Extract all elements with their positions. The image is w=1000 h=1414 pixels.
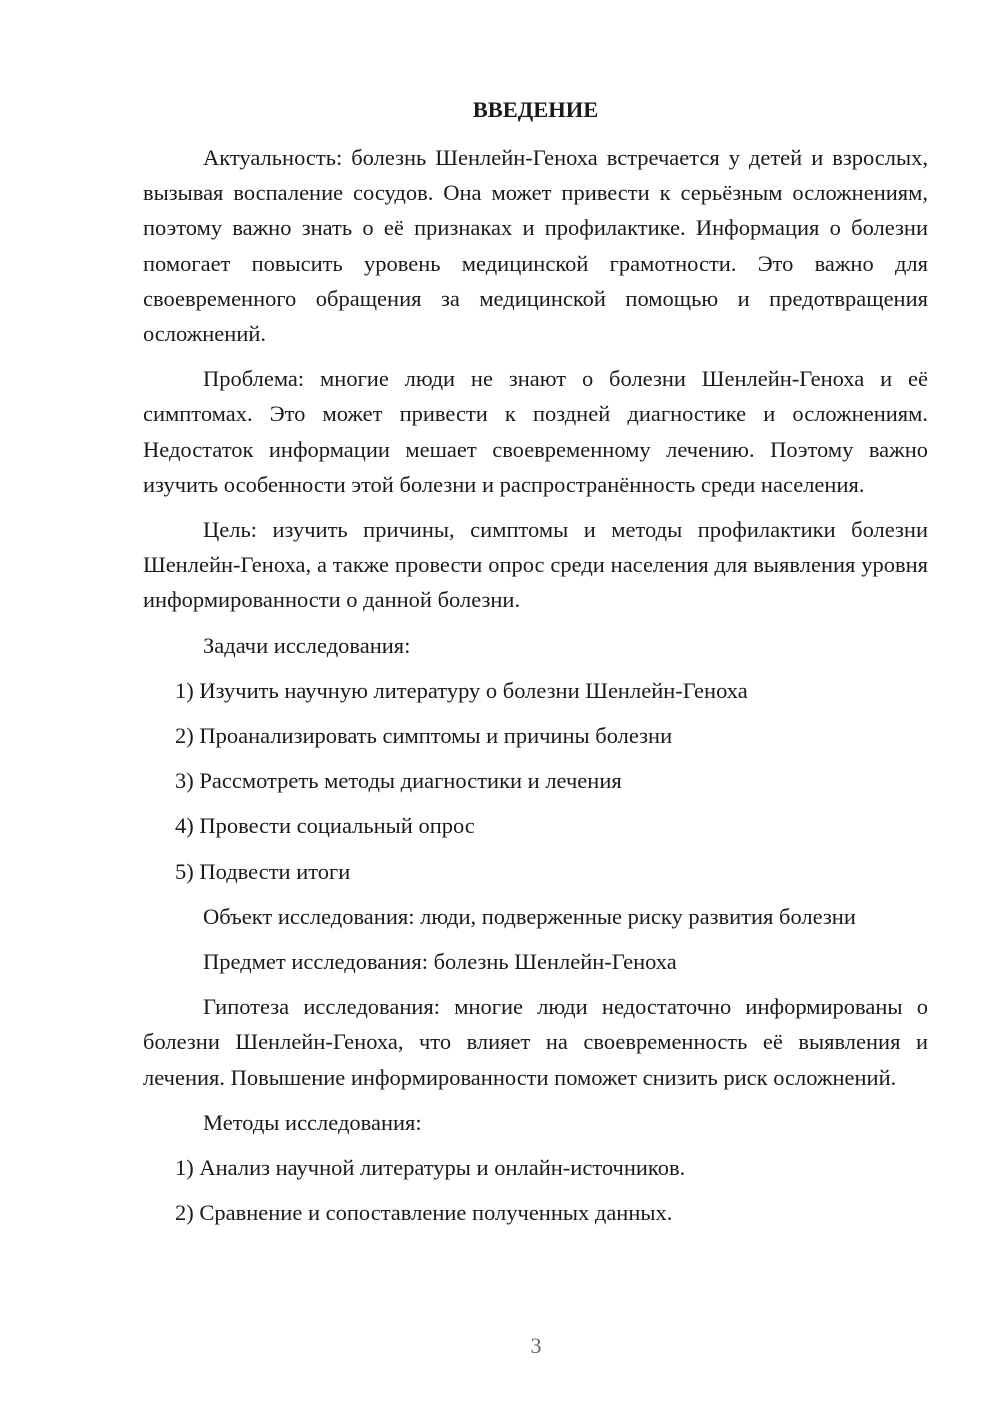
relevance-paragraph: Актуальность: болезнь Шенлейн-Геноха встречается у детей и взрослых, вызывая воспаление сосудов. Она может привести к серьёзным осложнениям, поэтому важно знать о её признаках и профилактике. Информация о болезни помогает повысить уровень медицинской грамотности. Это важно для своевременного обращения за медицинской помощью и предотвращения осложнений. (143, 145, 928, 347)
task-item: 4) Провести социальный опрос (175, 813, 475, 839)
object-paragraph: Объект исследования: люди, подверженные риску развития болезни (203, 903, 856, 929)
section-title: ВВЕДЕНИЕ (472, 97, 599, 122)
task-item: 3) Рассмотреть методы диагностики и лечения (175, 768, 622, 794)
subject-paragraph: Предмет исследования: болезнь Шенлейн-Геноха (203, 949, 677, 975)
page-number: 3 (530, 1333, 542, 1358)
tasks-heading: Задачи исследования: (203, 632, 411, 658)
methods-heading: Методы исследования: (203, 1109, 422, 1135)
hypothesis-paragraph: Гипотеза исследования: многие люди недостаточно информированы о болезни Шенлейн-Геноха, что влияет на своевременность её выявления и лечения. Повышение информированности поможет снизить риск осложнений. (143, 994, 928, 1090)
task-item: 5) Подвести итоги (175, 858, 351, 884)
task-item: 2) Проанализировать симптомы и причины болезни (175, 723, 673, 749)
document-page (143, 92, 928, 1240)
method-item: 1) Анализ научной литературы и онлайн-источников. (175, 1155, 686, 1181)
method-item: 2) Сравнение и сопоставление полученных данных. (175, 1200, 673, 1226)
problem-paragraph: Проблема: многие люди не знают о болезни Шенлейн-Геноха и её симптомах. Это может привести к поздней диагностике и осложнениям. Недостаток информации мешает своевременному лечению. Поэтому важно изучить особенности этой болезни и распространённость среди населения. (143, 366, 928, 497)
goal-paragraph: Цель: изучить причины, симптомы и методы профилактики болезни Шенлейн-Геноха, а также провести опрос среди населения для выявления уровня информированности о данной болезни. (143, 517, 928, 613)
task-item: 1) Изучить научную литературу о болезни Шенлейн-Геноха (175, 677, 748, 703)
